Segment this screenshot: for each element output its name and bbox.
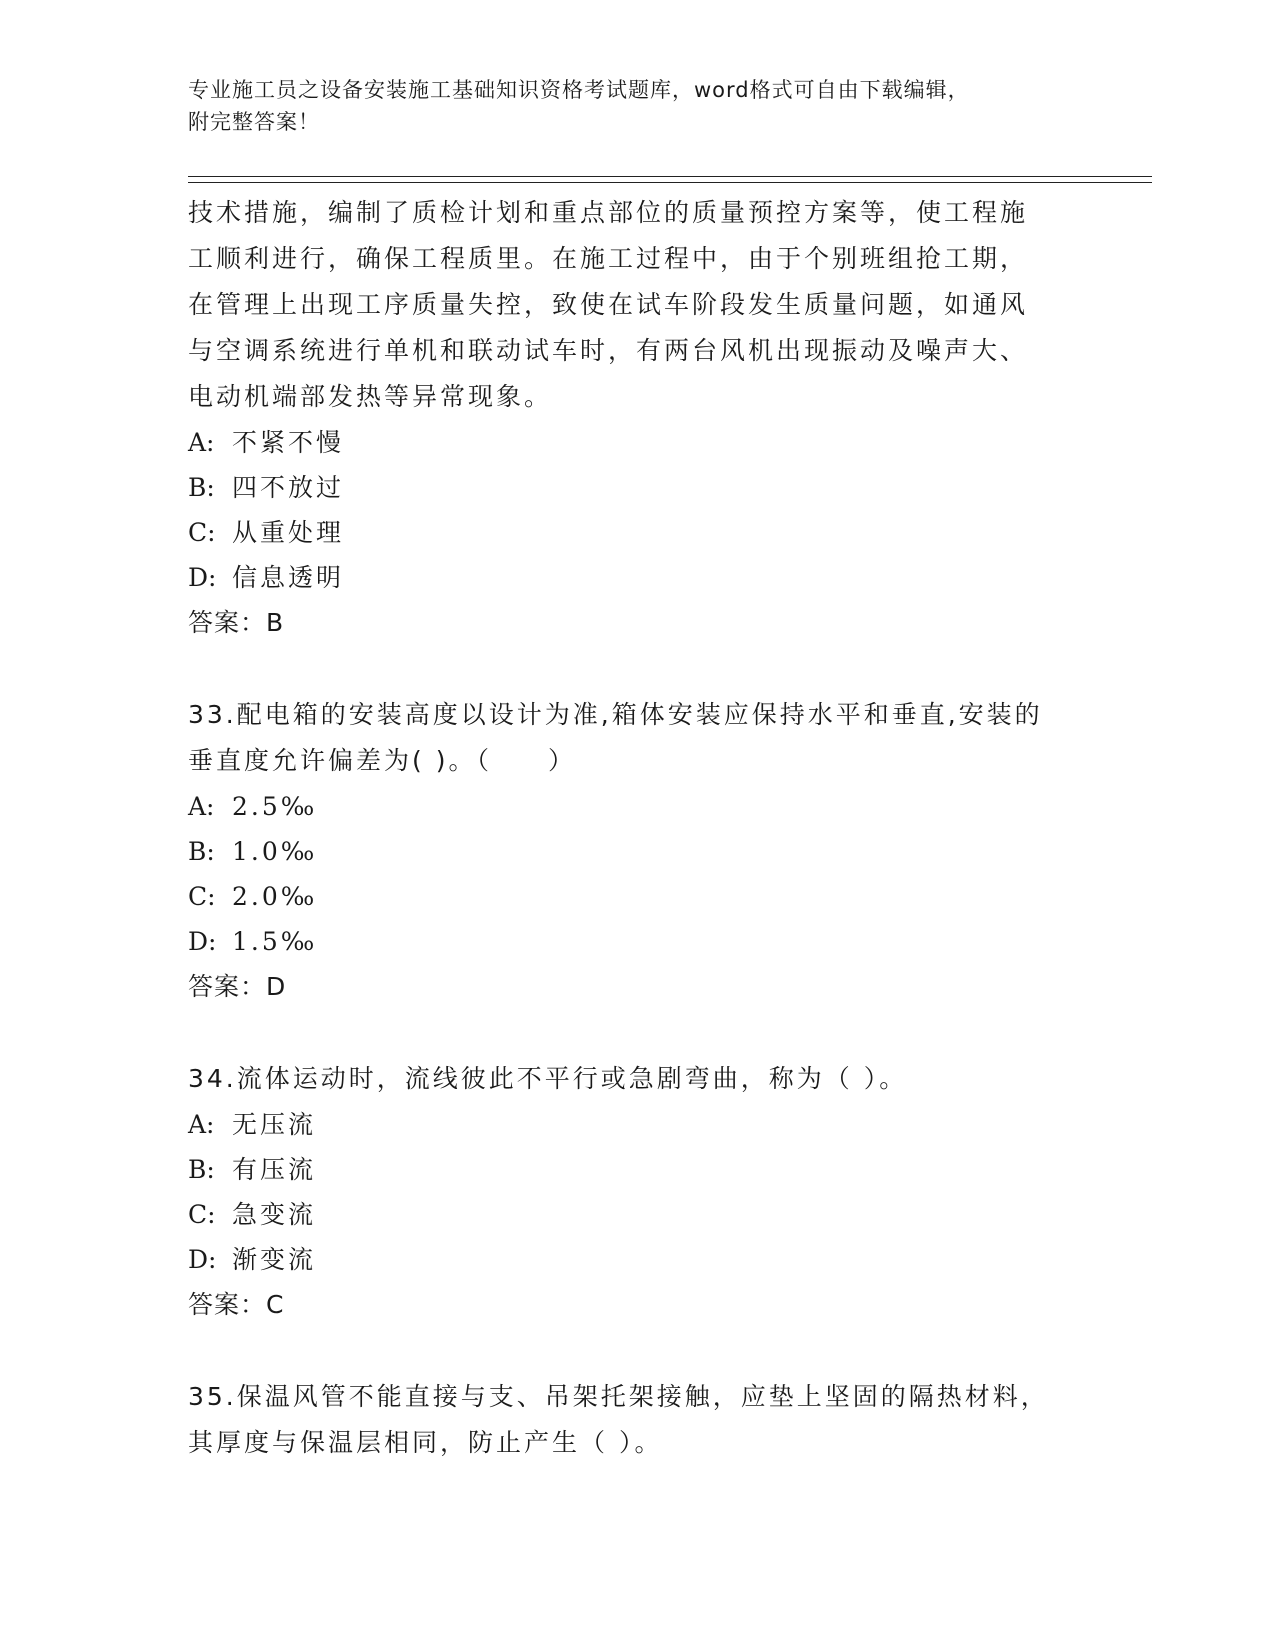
option-c <box>188 1192 1088 1237</box>
question-34 <box>188 1056 1088 1328</box>
question-text-line: 电动机端部发热等异常现象。 <box>188 382 553 411</box>
option-d <box>188 919 1088 964</box>
option-text: 信息透明 <box>232 563 345 592</box>
option-a <box>188 784 1088 829</box>
option-letter: D: <box>188 927 217 956</box>
option-c <box>188 874 1088 919</box>
option-letter: B: <box>188 837 215 866</box>
option-text: 四不放过 <box>232 473 345 502</box>
option-b <box>188 829 1088 874</box>
question-continued <box>188 190 1088 646</box>
question-text-line: 工顺利进行，确保工程质里。在施工过程中，由于个别班组抢工期， <box>188 244 1029 273</box>
question-text-line: 其厚度与保温层相同，防止产生（ ）。 <box>188 1428 663 1457</box>
option-letter: C: <box>188 1200 216 1229</box>
spacer <box>188 1010 1088 1056</box>
option-d <box>188 1237 1088 1282</box>
spacer <box>188 646 1088 692</box>
option-text: 急变流 <box>232 1200 317 1229</box>
option-text: 渐变流 <box>232 1245 317 1274</box>
question-33 <box>188 692 1088 1010</box>
option-a <box>188 420 1088 465</box>
option-text: 从重处理 <box>232 518 345 547</box>
option-letter: A: <box>188 428 215 457</box>
option-letter: A: <box>188 792 215 821</box>
header-divider-top <box>188 176 1152 177</box>
question-text-line: 垂直度允许偏差为( )。（ ） <box>188 746 576 775</box>
option-text: 2.0‰ <box>232 882 318 911</box>
question-text-line: 33.配电箱的安装高度以设计为准,箱体安装应保持水平和垂直,安装的 <box>188 700 1043 729</box>
question-text-line: 在管理上出现工序质量失控，致使在试车阶段发生质量问题，如通风 <box>188 290 1029 319</box>
answer-line: 答案：D <box>188 972 287 1001</box>
answer-line: 答案：B <box>188 608 285 637</box>
spacer <box>188 1328 1088 1374</box>
option-letter: D: <box>188 563 217 592</box>
option-text: 1.5‰ <box>232 927 318 956</box>
option-text: 2.5‰ <box>232 792 318 821</box>
option-d <box>188 555 1088 600</box>
option-text: 无压流 <box>232 1110 317 1139</box>
document-header <box>188 74 1068 138</box>
option-c <box>188 510 1088 555</box>
option-letter: B: <box>188 473 215 502</box>
option-text: 不紧不慢 <box>232 428 345 457</box>
header-title-line-2: 附完整答案！ <box>188 110 320 134</box>
option-letter: A: <box>188 1110 215 1139</box>
option-b <box>188 465 1088 510</box>
option-b <box>188 1147 1088 1192</box>
option-letter: C: <box>188 882 216 911</box>
option-text: 有压流 <box>232 1155 317 1184</box>
option-letter: B: <box>188 1155 215 1184</box>
option-text: 1.0‰ <box>232 837 318 866</box>
header-title-line-1: 专业施工员之设备安装施工基础知识资格考试题库，word格式可自由下载编辑， <box>188 78 970 102</box>
option-letter: C: <box>188 518 216 547</box>
question-35 <box>188 1374 1088 1466</box>
question-text-line: 34.流体运动时，流线彼此不平行或急剧弯曲，称为（ ）。 <box>188 1064 908 1093</box>
option-letter: D: <box>188 1245 217 1274</box>
question-text-line: 技术措施，编制了质检计划和重点部位的质量预控方案等，使工程施 <box>188 198 1029 227</box>
question-text-line: 35.保温风管不能直接与支、吊架托架接触，应垫上坚固的隔热材料， <box>188 1382 1049 1411</box>
document-body <box>188 190 1088 1466</box>
header-divider-bottom <box>188 182 1152 183</box>
option-a <box>188 1102 1088 1147</box>
question-text-line: 与空调系统进行单机和联动试车时，有两台风机出现振动及噪声大、 <box>188 336 1029 365</box>
answer-line: 答案：C <box>188 1290 285 1319</box>
